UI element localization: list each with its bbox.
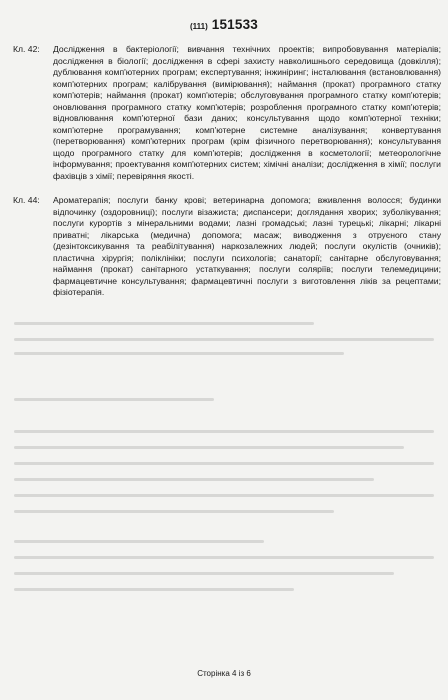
bleed-through-line bbox=[14, 322, 314, 325]
bleed-through-line bbox=[14, 338, 434, 341]
class-44-label: Кл. 44: bbox=[13, 195, 40, 205]
bleed-through-line bbox=[14, 352, 344, 355]
bleed-through-line bbox=[14, 572, 394, 575]
page-number: Сторінка 4 із 6 bbox=[197, 669, 251, 678]
bleed-through-line bbox=[14, 462, 434, 465]
bleed-through-line bbox=[14, 446, 404, 449]
class-44-services: Ароматерапія; послуги банку крові; ветеринарна допомога; вживлення волосся; будинки відпочинку (оздоровниці); послуги візажиста; диспансери; доглядання хворих; зуболікування; послуги курортів з мінеральними водами; лазні громадські; лазні турецькі; лікарні; лікарні приватні; лікарська (медична) допомога; масаж; виводження з отруєного стану (дезінтоксикування та реабілітування) наркозалежних людей; послуги окулістів (очників); пластична хірургія; поліклініки; послуги психологів; санаторії; санітарне обслуговування; наймання (прокат) санітарного устаткування; послуги соляріїв; послуги телемедицини; фармацевтичне консультування; фармацевтичні послуги з виготовлення ліків за рецептами; фізіотерапія. bbox=[53, 195, 441, 297]
class-44-entry bbox=[13, 195, 441, 299]
registration-header bbox=[0, 16, 448, 34]
bleed-through-line bbox=[14, 556, 434, 559]
bleed-through-line bbox=[14, 540, 264, 543]
class-42-entry bbox=[13, 44, 441, 182]
registration-code: (111) bbox=[189, 22, 208, 31]
bleed-through-line bbox=[14, 588, 294, 591]
bleed-through-line bbox=[14, 430, 434, 433]
class-42-label: Кл. 42: bbox=[13, 44, 40, 54]
registration-number: 151533 bbox=[211, 17, 259, 32]
class-42-services: Дослідження в бактеріології; вивчання технічних проектів; випробовування матеріалів; дослідження в біології; дослідження в сфері захисту навколишнього середовища (довкілля); дублювання комп'ютерних програм; експертування; інжиніринг; інсталювання (встановлювання) комп'ютерних програм; калібрування (вимірювання); наймання (прокат) програмного статку комп'ютерів; наймання (прокат) комп'ютерів; обслуговування програмного статку комп'ютерів; оновлювання програмного статку комп'ютерів; розроблення програмного статку комп'ютерів; відновлювання комп'ютерної бази даних; консультування щодо комп'ютерної техніки; комп'ютерне програмування; комп'ютерне системне аналізування; конвертування (перетворювання) комп'ютерних програм (крім фізичного перетворювання); консультування щодо програмного статку для комп'ютерів; дослідження в косметології; метеорологічне інформування; проектування комп'ютерних систем; хімічні аналізи; дослідження в хімії; послуги фахівців з хімії; перевіряння якості. bbox=[53, 44, 441, 181]
bleed-through-line bbox=[14, 510, 334, 513]
bleed-through-line bbox=[14, 398, 214, 401]
bleed-through-line bbox=[14, 478, 374, 481]
bleed-through-line bbox=[14, 494, 434, 497]
